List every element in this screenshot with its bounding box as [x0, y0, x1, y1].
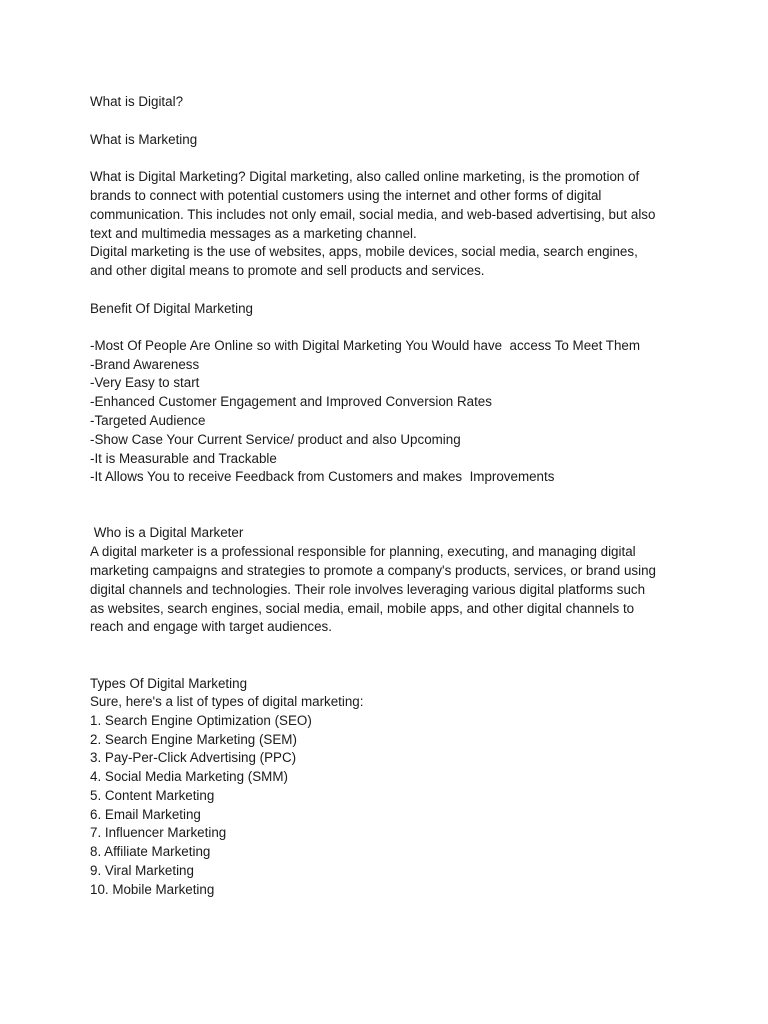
benefit-list-item: -Enhanced Customer Engagement and Improved Conversion Rates	[90, 394, 492, 409]
type-list-item: 6. Email Marketing	[90, 807, 201, 822]
type-list-item: 3. Pay-Per-Click Advertising (PPC)	[90, 750, 297, 765]
paragraph-line: Sure, here's a list of types of digital marketing:	[90, 694, 364, 709]
paragraph-line: Digital marketing is the use of websites, apps, mobile devices, social media, search engines,	[90, 244, 638, 259]
benefit-list-item: -Very Easy to start	[90, 375, 200, 390]
type-list-item: 2. Search Engine Marketing (SEM)	[90, 732, 297, 747]
heading-what-is-digital: What is Digital?	[90, 94, 184, 109]
benefit-list-item: -Brand Awareness	[90, 357, 200, 372]
heading-types: Types Of Digital Marketing	[90, 676, 248, 691]
paragraph-line: A digital marketer is a professional responsible for planning, executing, and managing digital	[90, 544, 636, 559]
paragraph-line: as websites, search engines, social media, email, mobile apps, and other digital channels to	[90, 601, 635, 616]
benefit-list-item: -Show Case Your Current Service/ product and also Upcoming	[90, 432, 461, 447]
type-list-item: 5. Content Marketing	[90, 788, 215, 803]
type-list-item: 10. Mobile Marketing	[90, 882, 215, 897]
paragraph-line: digital channels and technologies. Their role involves leveraging various digital platforms such	[90, 582, 646, 597]
heading-benefits: Benefit Of Digital Marketing	[90, 301, 253, 316]
paragraph-line: marketing campaigns and strategies to promote a company's products, services, or brand using	[90, 563, 656, 578]
type-list-item: 8. Affiliate Marketing	[90, 844, 211, 859]
type-list-item: 7. Influencer Marketing	[90, 825, 227, 840]
paragraph-line: What is Digital Marketing? Digital marketing, also called online marketing, is the promotion of	[90, 169, 640, 184]
benefit-list-item: -It Allows You to receive Feedback from Customers and makes Improvements	[90, 469, 555, 484]
paragraph-line: brands to connect with potential customers using the internet and other forms of digital	[90, 188, 602, 203]
benefit-list-item: -It is Measurable and Trackable	[90, 451, 277, 466]
type-list-item: 1. Search Engine Optimization (SEO)	[90, 713, 312, 728]
paragraph-line: and other digital means to promote and sell products and services.	[90, 263, 485, 278]
paragraph-line: reach and engage with target audiences.	[90, 619, 332, 634]
paragraph-line: text and multimedia messages as a marketing channel.	[90, 226, 417, 241]
benefit-list-item: -Most Of People Are Online so with Digital Marketing You Would have access To Meet Them	[90, 338, 641, 353]
benefit-list-item: -Targeted Audience	[90, 413, 206, 428]
type-list-item: 9. Viral Marketing	[90, 863, 194, 878]
heading-what-is-marketing: What is Marketing	[90, 132, 198, 147]
heading-who-is-marketer: Who is a Digital Marketer	[90, 525, 244, 540]
type-list-item: 4. Social Media Marketing (SMM)	[90, 769, 288, 784]
paragraph-line: communication. This includes not only email, social media, and web-based advertising, but also	[90, 207, 656, 222]
